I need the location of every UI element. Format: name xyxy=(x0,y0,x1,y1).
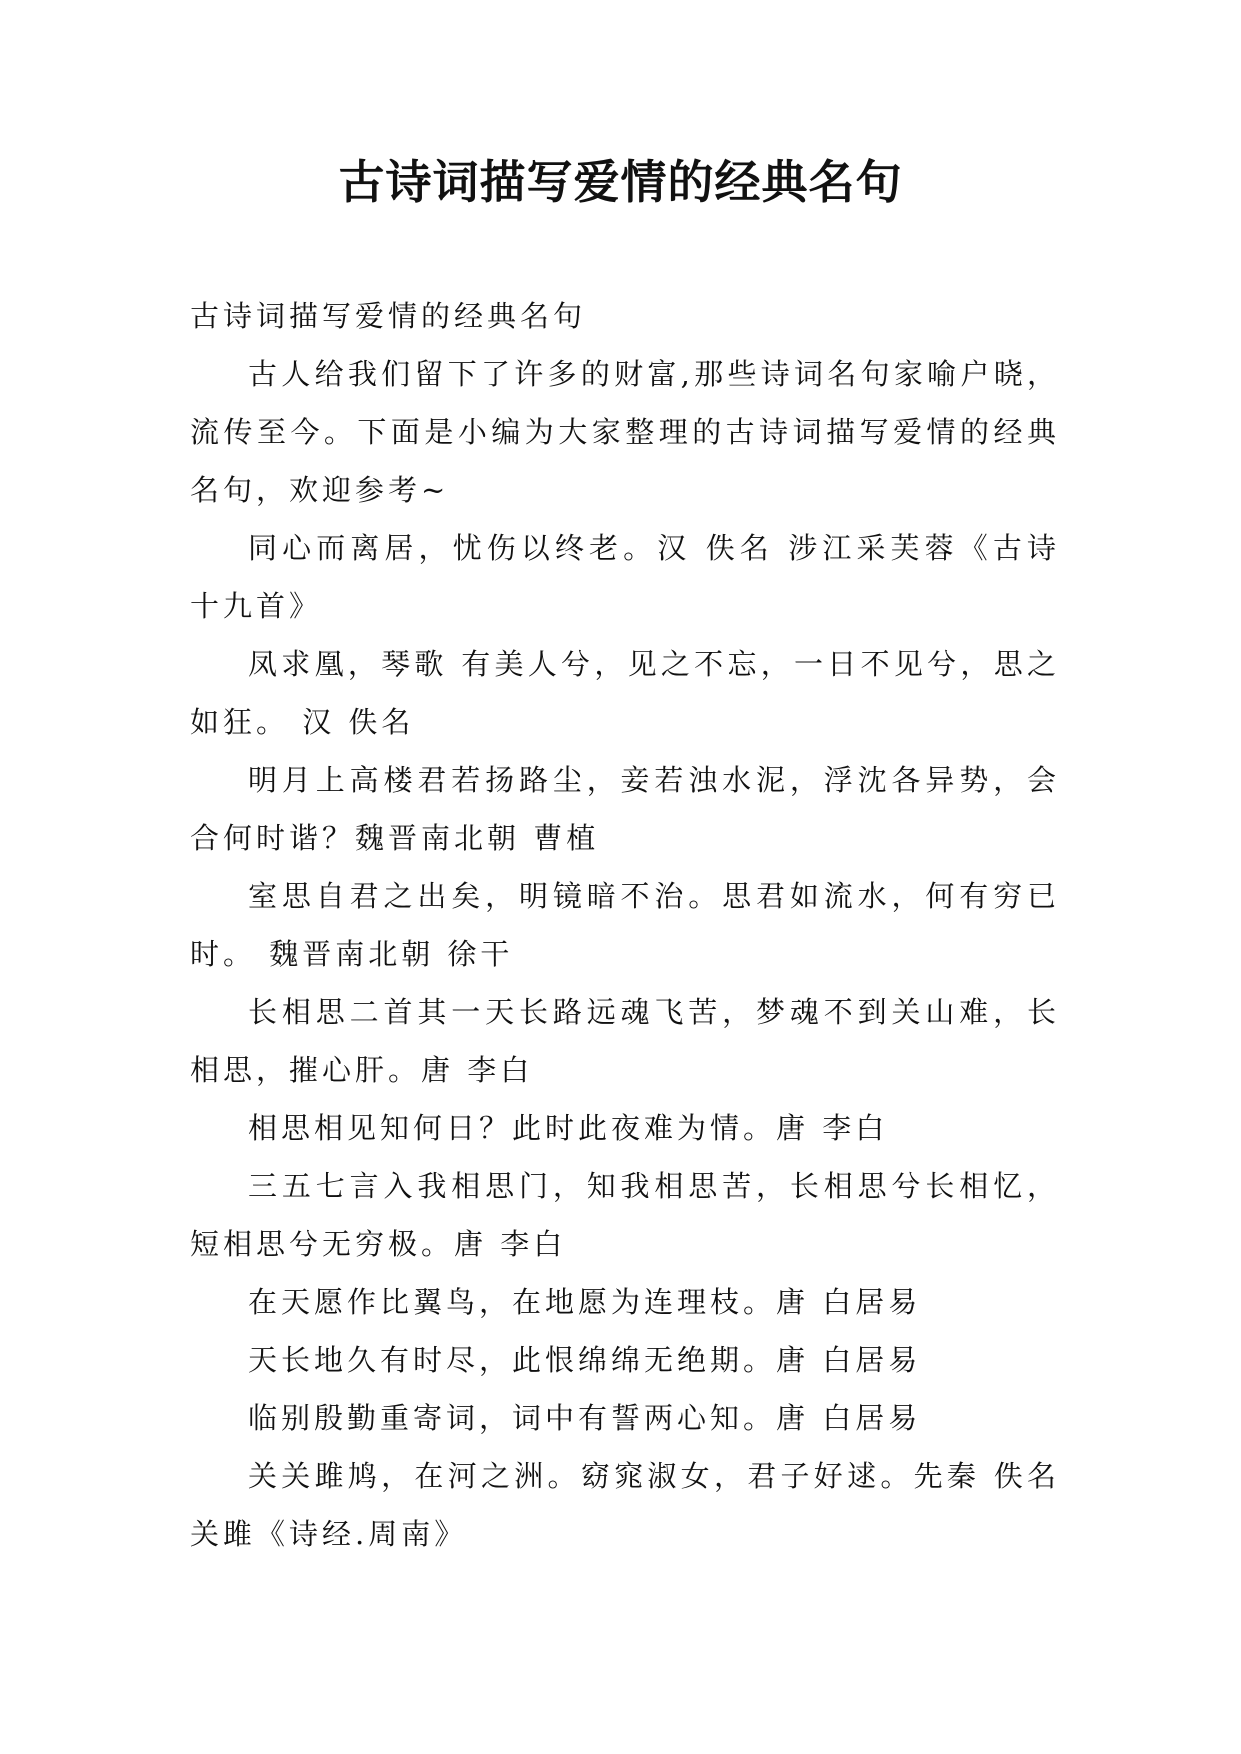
subtitle-line: 古诗词描写爱情的经典名句 xyxy=(190,299,587,333)
poem-quote: 凤求凰，琴歌 有美人兮，见之不忘，一日不见兮，思之如狂。 汉 佚名 xyxy=(190,647,1060,739)
poem-quote: 室思自君之出矣，明镜暗不治。思君如流水，何有穷已时。 魏晋南北朝 徐干 xyxy=(190,879,1060,971)
poem-quote: 长相思二首其一天长路远魂飞苦，梦魂不到关山难，长相思，摧心肝。唐 李白 xyxy=(190,995,1060,1087)
document-title: 古诗词描写爱情的经典名句 xyxy=(338,155,903,209)
poem-quote: 三五七言入我相思门，知我相思苦，长相思兮长相忆，短相思兮无穷极。唐 李白 xyxy=(190,1169,1060,1261)
poem-quote: 天长地久有时尽，此恨绵绵无绝期。唐 白居易 xyxy=(248,1343,922,1377)
poem-quote: 明月上高楼君若扬路尘，妾若浊水泥，浮沈各异势，会合何时谐？魏晋南北朝 曹植 xyxy=(190,763,1060,855)
poem-quote: 在天愿作比翼鸟，在地愿为连理枝。唐 白居易 xyxy=(248,1285,922,1319)
poem-quote: 相思相见知何日？此时此夜难为情。唐 李白 xyxy=(248,1111,889,1145)
poem-quote: 关关雎鸠，在河之洲。窈窕淑女，君子好逑。先秦 佚名 关雎《诗经.周南》 xyxy=(190,1459,1060,1551)
document-body xyxy=(190,287,1060,1563)
poem-quote: 同心而离居，忧伤以终老。汉 佚名 涉江采芙蓉《古诗十九首》 xyxy=(190,531,1060,623)
poem-quote: 临别殷勤重寄词，词中有誓两心知。唐 白居易 xyxy=(248,1401,922,1435)
intro-paragraph: 古人给我们留下了许多的财富,那些诗词名句家喻户晓，流传至今。下面是小编为大家整理的古诗词描写爱情的经典名句，欢迎参考~ xyxy=(190,357,1060,507)
